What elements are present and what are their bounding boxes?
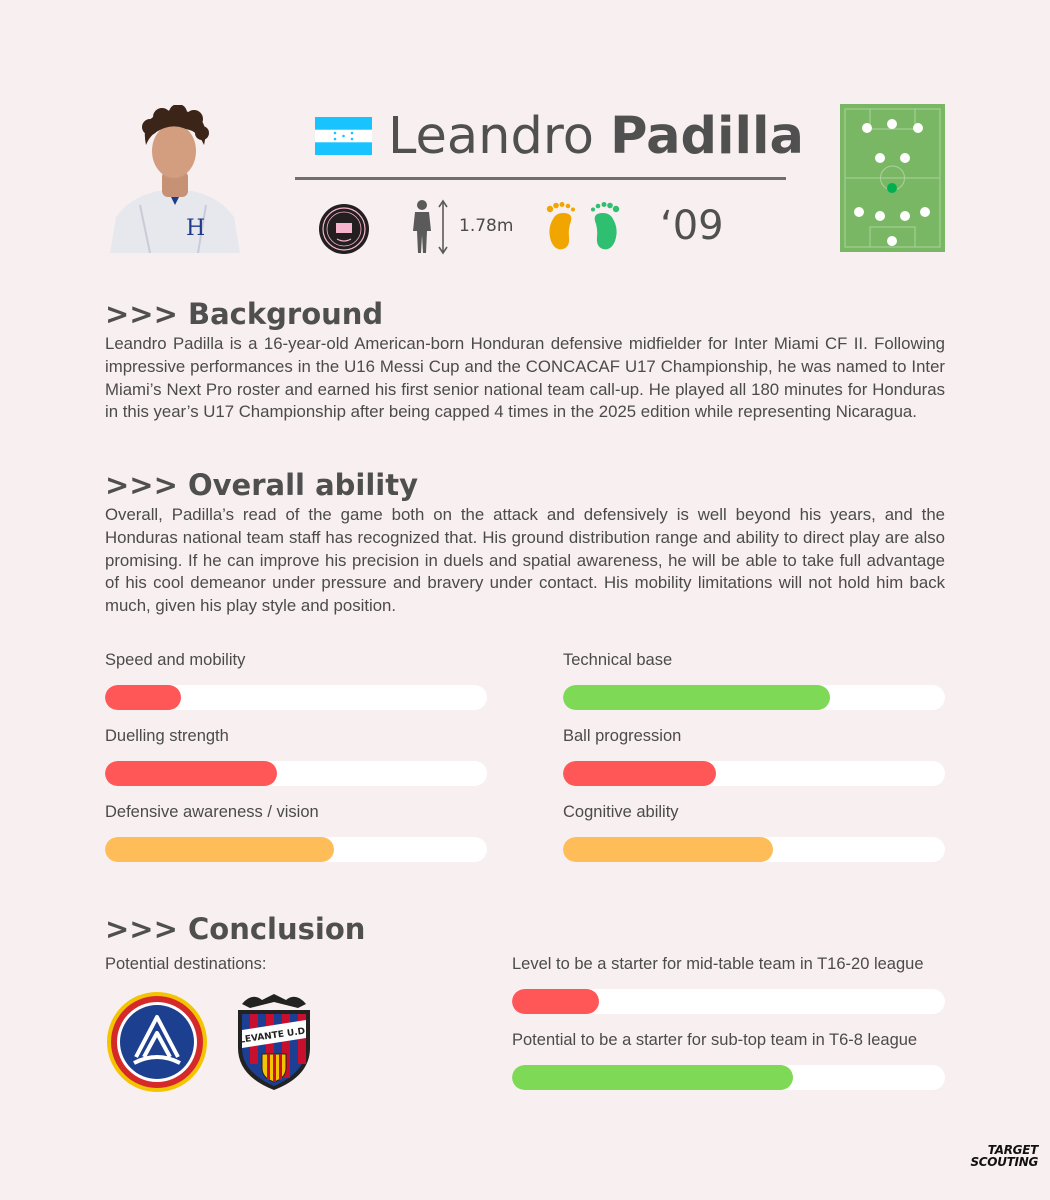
destinations-label: Potential destinations: — [105, 955, 267, 973]
player-last-name: Padilla — [610, 107, 804, 166]
rating-label-speed: Speed and mobility — [105, 651, 246, 669]
birth-year: ‘09 — [660, 203, 724, 249]
ability-heading: >>> Overall ability — [105, 468, 418, 502]
background-text: Leandro Padilla is a 16-year-old American-born Honduran defensive midfielder for Inter Miami CF II. Following impressive performances in the U16 Messi Cup and the CONCACAF U17 Championship, he was named to Inter Miami’s Next Pro roster and earned his first senior national team call-up. He played all 180 minutes for Honduras in this year’s U17 Championship after being capped 4 times in the 2025 edition while representing Nicaragua. — [105, 334, 945, 422]
conclusion-bar-midtable — [512, 989, 945, 1014]
rating-label-duelling: Duelling strength — [105, 727, 229, 745]
rating-fill — [105, 837, 334, 862]
levante-crest-icon — [232, 990, 316, 1092]
conclusion-label-midtable: Level to be a starter for mid-table team in T16-20 league — [512, 955, 924, 973]
player-photo — [110, 105, 240, 253]
person-height-icon — [410, 199, 452, 255]
rating-fill — [105, 761, 277, 786]
player-name — [388, 105, 804, 169]
conclusion-bar-subtop — [512, 1065, 945, 1090]
rating-fill — [512, 989, 599, 1014]
inter-miami-crest-icon — [318, 203, 370, 255]
rating-fill — [563, 685, 830, 710]
rating-fill — [512, 1065, 793, 1090]
rating-label-cognitive: Cognitive ability — [563, 803, 679, 821]
conclusion-label-subtop: Potential to be a starter for sub-top team in T6-8 league — [512, 1031, 918, 1049]
rating-label-defensive: Defensive awareness / vision — [105, 803, 319, 821]
target-scouting-logo — [962, 1144, 1038, 1168]
brand-line-2: SCOUTING — [970, 1155, 1038, 1169]
rating-bar-defensive — [105, 837, 487, 862]
rating-label-technical: Technical base — [563, 651, 673, 669]
header-divider — [295, 177, 786, 180]
rating-label-progression: Ball progression — [563, 727, 682, 745]
fc-andorra-crest-icon — [106, 991, 208, 1093]
svg-text:H: H — [186, 216, 206, 241]
rating-fill — [105, 685, 181, 710]
background-heading: >>> Background — [105, 297, 384, 331]
player-photo-image — [110, 105, 240, 253]
ability-text: Overall, Padilla’s read of the game both on the attack and defensively is well beyond his years, and the Honduras national team staff has recognized that. His ground distribution range and ability to direct play are also promising. If he can improve his precision in duels and spatial awareness, he will be able to take full advantage of his cool demeanor under pressure and bravery under contact. His mobility limitations will not hold him back much, given his play style and position. — [105, 505, 945, 616]
rating-bar-cognitive — [563, 837, 945, 862]
conclusion-heading: >>> Conclusion — [105, 912, 366, 946]
player-first-name: Leandro — [388, 107, 594, 166]
brand-line-1: TARGET — [987, 1143, 1038, 1157]
rating-fill — [563, 761, 716, 786]
player-height: 1.78m — [459, 216, 514, 236]
rating-fill — [563, 837, 773, 862]
rating-bar-duelling — [105, 761, 487, 786]
rating-bar-progression — [563, 761, 945, 786]
rating-bar-technical — [563, 685, 945, 710]
formation-pitch-icon — [840, 104, 945, 252]
honduras-flag-icon — [315, 117, 372, 155]
footprints-icon — [543, 201, 623, 253]
rating-bar-speed — [105, 685, 487, 710]
levante-crest-text: LEVANTE U.D. — [238, 1026, 310, 1046]
